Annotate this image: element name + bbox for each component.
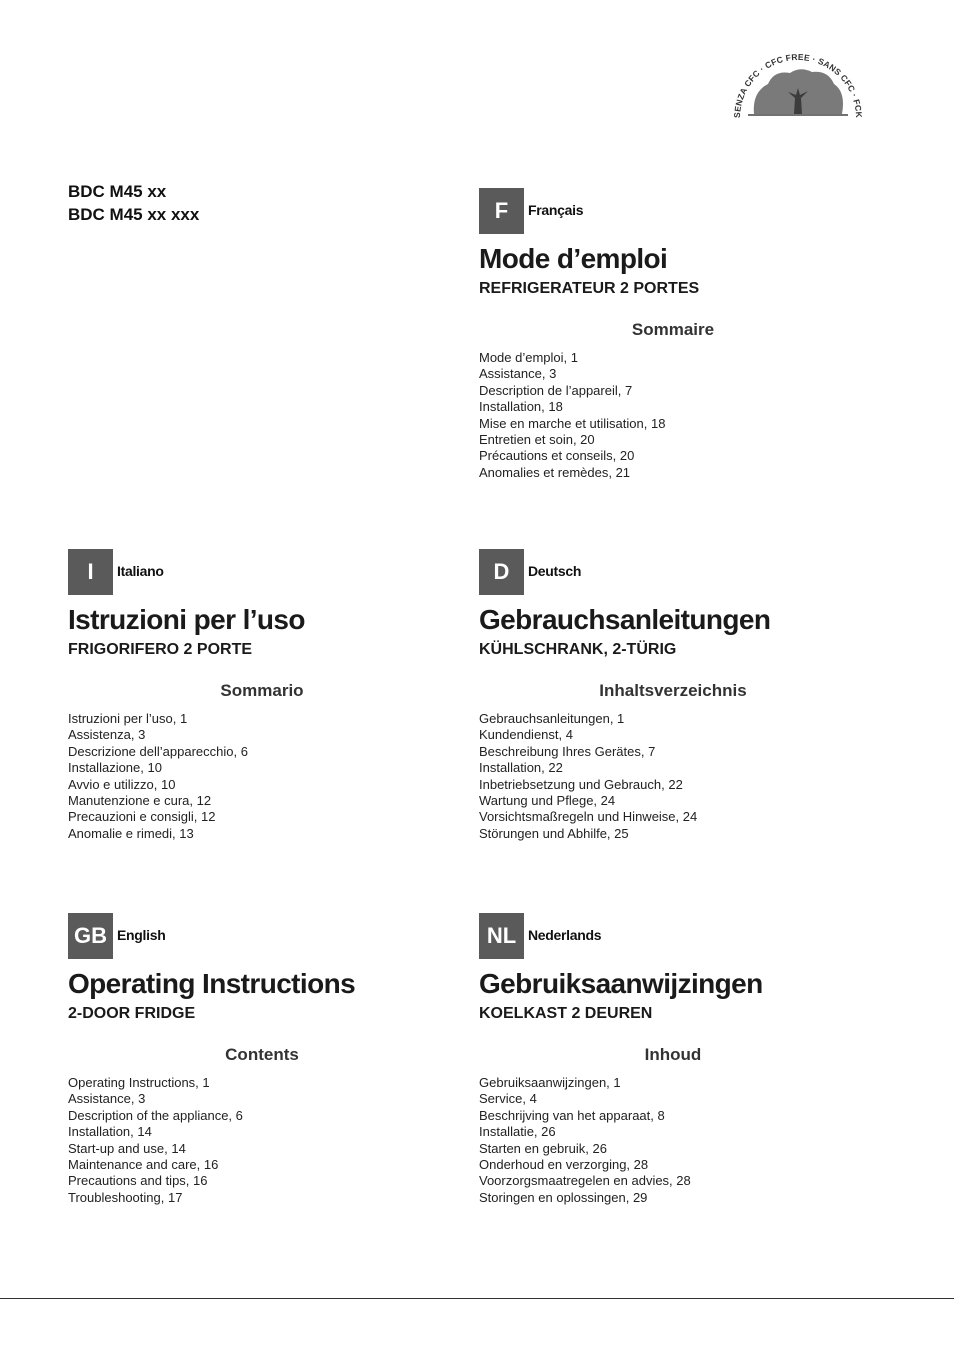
toc-item: Störungen und Abhilfe, 25 xyxy=(479,825,629,841)
toc-item: Beschrijving van het apparaat, 8 xyxy=(479,1107,665,1123)
toc-item: Gebruiksaanwijzingen, 1 xyxy=(479,1075,621,1090)
toc-item: Assistance, 3 xyxy=(68,1091,146,1107)
toc-item: Installatie, 26 xyxy=(479,1124,556,1140)
section-italiano xyxy=(68,549,458,855)
language-badge: GB xyxy=(68,913,113,959)
language-badge: NL xyxy=(479,913,524,959)
language-badge: I xyxy=(68,549,113,595)
toc-heading: Inhoud xyxy=(644,1045,702,1064)
toc-item: Vorsichtsmaßregeln und Hinweise, 24 xyxy=(479,809,698,825)
section-deutsch xyxy=(479,549,869,855)
toc-item: Operating Instructions, 1 xyxy=(68,1075,210,1090)
tree-icon xyxy=(722,40,872,120)
toc-item: Beschreibung Ihres Gerätes, 7 xyxy=(479,743,656,759)
toc-item: Description de l’appareil, 7 xyxy=(479,382,633,398)
toc-item: Installation, 18 xyxy=(479,399,563,415)
section-subtitle: KÜHLSCHRANK, 2-TÜRIG xyxy=(479,641,677,658)
toc-item: Installazione, 10 xyxy=(68,760,162,776)
toc-item: Gebrauchsanleitungen, 1 xyxy=(479,711,625,726)
toc-item: Précautions et conseils, 20 xyxy=(479,448,635,464)
section-title: Istruzioni per l’uso xyxy=(68,604,305,635)
logo-arc-text: SENZA CFC · CFC FREE · SANS CFC · FCK xyxy=(731,51,865,119)
toc-item: Troubleshooting, 17 xyxy=(68,1189,183,1205)
toc-list xyxy=(479,350,869,481)
section-title: Gebrauchsanleitungen xyxy=(479,604,771,635)
toc-item: Descrizione dell’apparecchio, 6 xyxy=(68,743,248,759)
toc-list xyxy=(479,1075,869,1206)
bottom-divider xyxy=(0,1298,954,1299)
toc-list xyxy=(479,711,869,842)
toc-item: Kundendienst, 4 xyxy=(479,727,573,743)
toc-item: Description of the appliance, 6 xyxy=(68,1107,243,1123)
model-line-1: BDC M45 xx xyxy=(68,182,167,201)
toc-item: Precautions and tips, 16 xyxy=(68,1173,208,1189)
section-subtitle: 2-DOOR FRIDGE xyxy=(68,1005,196,1022)
toc-item: Assistenza, 3 xyxy=(68,727,146,743)
model-line-2: BDC M45 xx xxx xyxy=(68,205,200,224)
toc-heading: Sommaire xyxy=(631,320,715,339)
language-name: Français xyxy=(528,202,584,218)
toc-heading: Contents xyxy=(225,1045,299,1064)
language-badge: D xyxy=(479,549,524,595)
section-title: Mode d’emploi xyxy=(479,243,668,274)
toc-item: Onderhoud en verzorging, 28 xyxy=(479,1157,649,1173)
section-title: Operating Instructions xyxy=(68,968,356,999)
section-title: Gebruiksaanwijzingen xyxy=(479,968,763,999)
toc-item: Anomalie e rimedi, 13 xyxy=(68,825,194,841)
toc-item: Mise en marche et utilisation, 18 xyxy=(479,415,666,431)
language-name: Nederlands xyxy=(528,927,602,943)
section-subtitle: KOELKAST 2 DEUREN xyxy=(479,1005,653,1022)
toc-item: Inbetriebsetzung und Gebrauch, 22 xyxy=(479,776,683,792)
toc-item: Wartung und Pflege, 24 xyxy=(479,793,616,809)
toc-item: Precauzioni e consigli, 12 xyxy=(68,809,216,825)
toc-heading: Sommario xyxy=(220,681,304,700)
toc-item: Start-up and use, 14 xyxy=(68,1140,186,1156)
model-numbers xyxy=(68,180,199,226)
toc-item: Storingen en oplossingen, 29 xyxy=(479,1189,648,1205)
toc-item: Installation, 14 xyxy=(68,1124,152,1140)
section-subtitle: FRIGORIFERO 2 PORTE xyxy=(68,641,253,658)
toc-item: Voorzorgsmaatregelen en advies, 28 xyxy=(479,1173,691,1189)
section-english xyxy=(68,913,458,1219)
language-name: English xyxy=(117,927,166,943)
toc-item: Maintenance and care, 16 xyxy=(68,1157,219,1173)
toc-item: Mode d’emploi, 1 xyxy=(479,350,578,365)
toc-list xyxy=(68,711,458,842)
toc-item: Entretien et soin, 20 xyxy=(479,432,595,448)
toc-item: Istruzioni per l’uso, 1 xyxy=(68,711,188,726)
cfc-free-logo xyxy=(722,40,872,120)
language-badge: F xyxy=(479,188,524,234)
language-name: Italiano xyxy=(117,563,164,579)
toc-list xyxy=(68,1075,458,1206)
toc-item: Assistance, 3 xyxy=(479,366,557,382)
toc-item: Manutenzione e cura, 12 xyxy=(68,793,212,809)
toc-item: Installation, 22 xyxy=(479,760,563,776)
toc-item: Avvio e utilizzo, 10 xyxy=(68,776,176,792)
toc-heading: Inhaltsverzeichnis xyxy=(599,681,747,700)
section-nederlands xyxy=(479,913,869,1219)
section-francais xyxy=(479,188,869,494)
section-subtitle: REFRIGERATEUR 2 PORTES xyxy=(479,280,700,297)
toc-item: Service, 4 xyxy=(479,1091,537,1107)
toc-item: Anomalies et remèdes, 21 xyxy=(479,464,631,480)
toc-item: Starten en gebruik, 26 xyxy=(479,1140,607,1156)
language-name: Deutsch xyxy=(528,563,582,579)
